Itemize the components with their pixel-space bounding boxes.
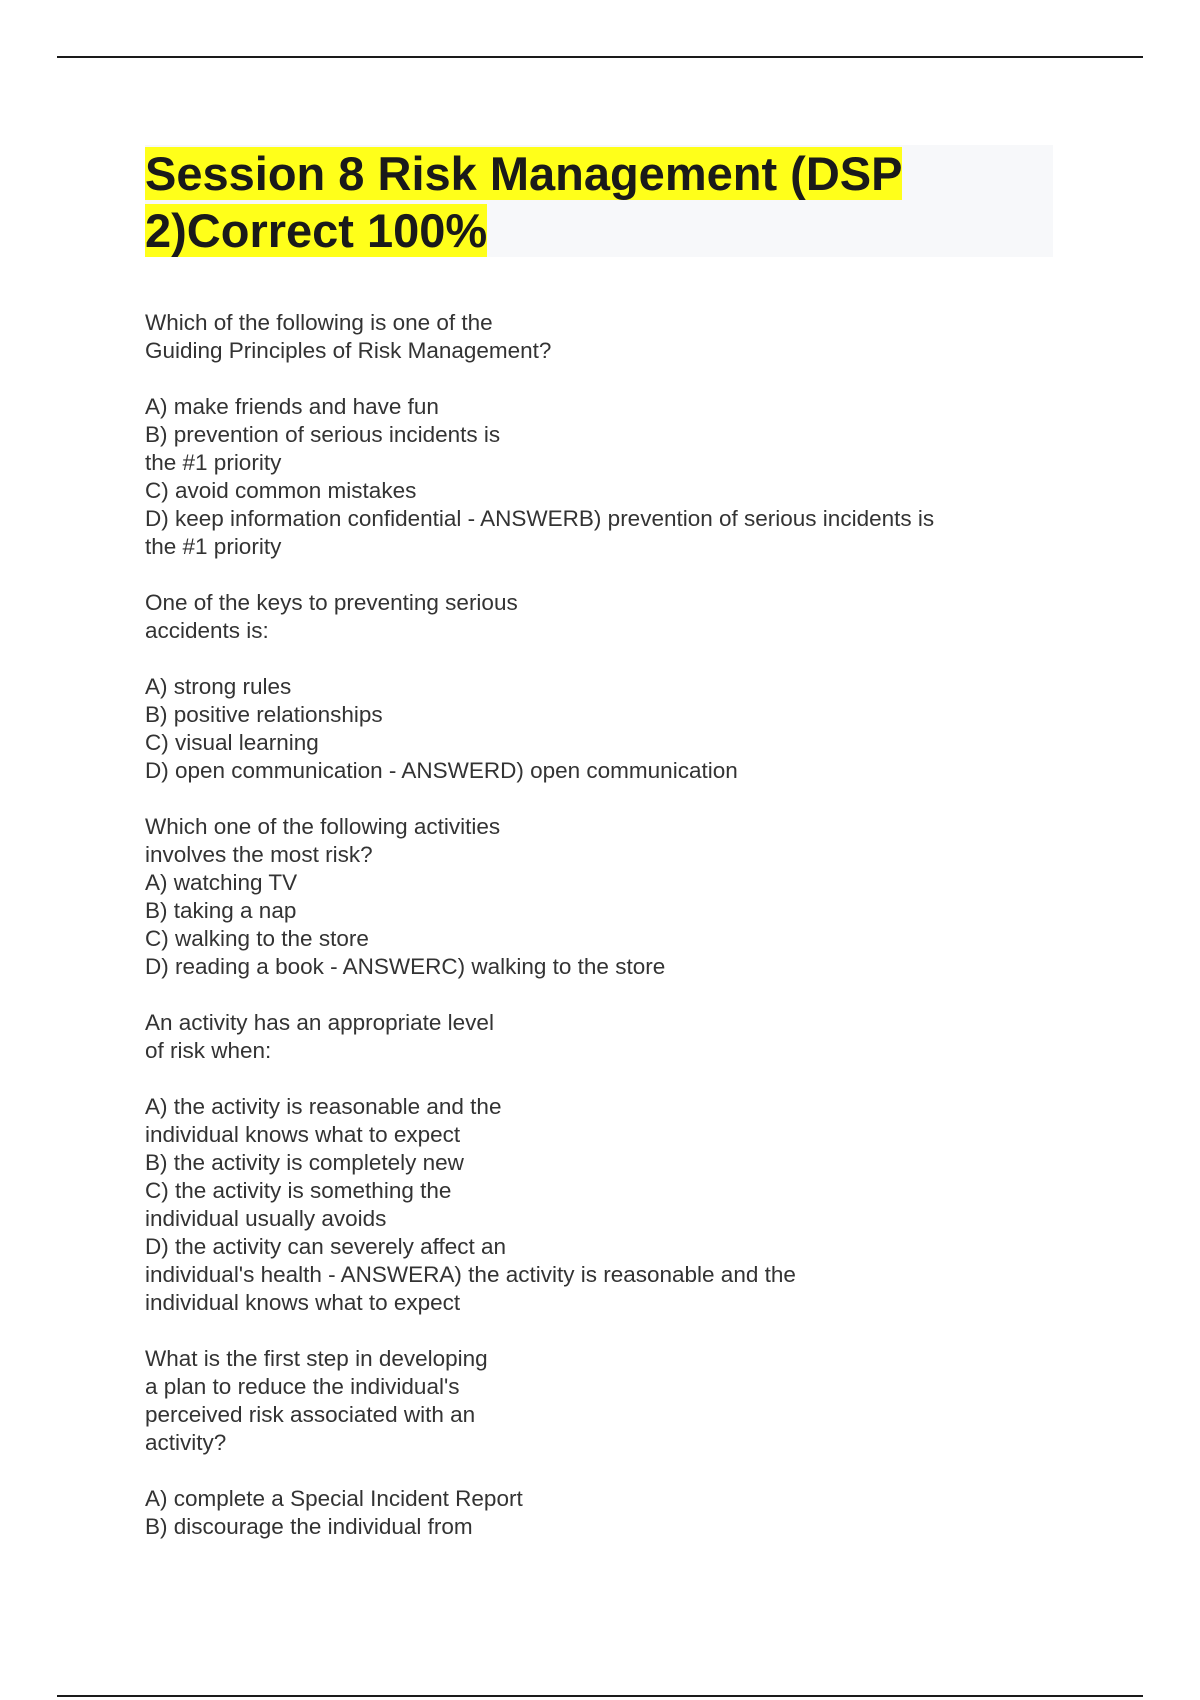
options-2: A) strong rules B) positive relationships C) visual learning D) open communication - ANSWERD) open communication <box>145 674 738 783</box>
title-block <box>145 145 1053 257</box>
title-highlight: Session 8 Risk Management (DSP 2)Correct 100% <box>145 147 903 257</box>
top-rule <box>57 56 1143 58</box>
question-1: Which of the following is one of the Guiding Principles of Risk Management? <box>145 310 552 363</box>
bottom-rule <box>57 1695 1143 1697</box>
question-3: Which one of the following activities involves the most risk? A) watching TV B) taking a nap C) walking to the store D) reading a book - ANSWERC) walking to the store <box>145 814 666 979</box>
options-1: A) make friends and have fun B) prevention of serious incidents is the #1 priority C) avoid common mistakes D) keep information confidential - ANSWERB) prevention of serious incidents is the #1 priority <box>145 394 935 559</box>
question-5: What is the first step in developing a plan to reduce the individual's perceived risk associated with an activity? <box>145 1346 488 1455</box>
options-4: A) the activity is reasonable and the individual knows what to expect B) the activity is completely new C) the activity is something the individual usually avoids D) the activity can severely affect an individual's health - ANSWERA) the activity is reasonable and the individual knows what to expect <box>145 1094 796 1315</box>
document-title <box>145 145 935 259</box>
question-2: One of the keys to preventing serious accidents is: <box>145 590 518 643</box>
document-body <box>145 145 1055 1541</box>
options-5: A) complete a Special Incident Report B) discourage the individual from <box>145 1486 523 1539</box>
question-4: An activity has an appropriate level of risk when: <box>145 1010 494 1063</box>
